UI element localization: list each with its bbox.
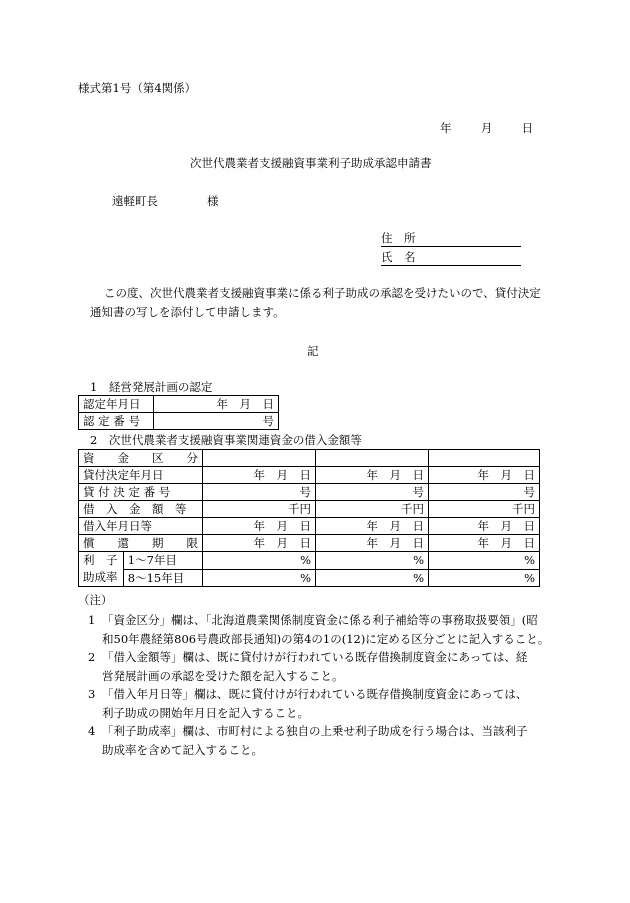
body-text-2: 通知書の写しを添付して申請します。	[90, 305, 285, 319]
ki-label: 記	[307, 344, 319, 358]
note-item	[88, 648, 558, 686]
month-label: 月	[480, 121, 493, 135]
table-row	[79, 501, 540, 518]
day-label: 日	[521, 121, 534, 135]
table-cell[interactable]: 号	[429, 484, 540, 501]
name-label: 氏 名	[381, 250, 416, 264]
note-line: 助成率を含めて記入すること。	[102, 743, 263, 757]
table-cell[interactable]: 年 月 日	[203, 518, 316, 535]
note-item	[88, 685, 558, 723]
rate-row-label: 8～15年目	[123, 569, 202, 587]
note-line: 「利子助成率」欄は、市町村による独自の上乗せ利子助成を行う場合は、当該利子	[102, 724, 528, 738]
row-label: 貸 付 決 定 番 号	[79, 484, 203, 501]
address-label: 住 所	[381, 231, 416, 245]
table-cell[interactable]: 年 月 日	[316, 518, 429, 535]
table-cell[interactable]: %	[429, 569, 540, 587]
table-cell[interactable]: 千円	[316, 501, 429, 518]
note-number: 4	[88, 724, 96, 738]
table-cell[interactable]: 千円	[429, 501, 540, 518]
fund-class-cell[interactable]	[316, 450, 429, 467]
fund-class-cell[interactable]	[429, 450, 540, 467]
form-id: 様式第1号（第4関係）	[78, 81, 197, 95]
note-line: 営発展計画の承認を受けた額を記入すること。	[102, 669, 344, 683]
table-cell[interactable]: 号	[316, 484, 429, 501]
certification-table	[78, 395, 279, 430]
row-label: 借入年月日等	[79, 518, 203, 535]
fund-class-cell[interactable]	[203, 450, 316, 467]
note-line: 「借入金額等」欄は、既に貸付けが行われている既存借換制度資金にあっては、経	[102, 650, 528, 664]
table-row	[79, 535, 540, 552]
table-cell[interactable]: %	[429, 552, 540, 570]
note-line: 和50年農経第806号農政部長通知)の第4の1の(12)に定める区分ごとに記入すること。	[102, 632, 550, 646]
section2-heading: 2 次世代農業者支援融資事業関連資金の借入金額等	[90, 433, 362, 447]
rate-row-label: 1～7年目	[123, 552, 202, 570]
document-title: 次世代農業者支援融資事業利子助成承認申請書	[190, 156, 432, 170]
table-row	[79, 413, 279, 430]
table-row	[79, 450, 540, 467]
cert-date-value[interactable]: 年 月 日	[154, 396, 279, 413]
table-cell[interactable]: 年 月 日	[203, 467, 316, 484]
note-item	[88, 722, 558, 760]
addressee-name: 遠軽町長	[112, 194, 158, 208]
table-cell[interactable]: 年 月 日	[316, 467, 429, 484]
body-text-1: この度、次世代農業者支援融資事業に係る利子助成の承認を受けたいので、貸付決定	[104, 286, 541, 300]
rate-label-top: 利 子	[83, 553, 118, 567]
year-label: 年	[440, 121, 452, 135]
row-label: 借 入 金 額 等	[79, 501, 203, 518]
table-cell[interactable]: 年 月 日	[203, 535, 316, 552]
note-line: 「資金区分」欄は、「北海道農業関係制度資金に係る利子補給等の事務取扱要領」(昭	[102, 613, 538, 627]
table-cell[interactable]: 年 月 日	[316, 535, 429, 552]
fund-class-label: 資 金 区 分	[79, 450, 203, 467]
rate-label	[79, 552, 124, 587]
name-field[interactable]	[381, 249, 521, 266]
note-number: 2	[88, 650, 96, 664]
address-field[interactable]	[381, 230, 521, 247]
row-label: 償 還 期 限	[79, 535, 203, 552]
note-number: 1	[88, 613, 96, 627]
cert-number-value[interactable]: 号	[154, 413, 279, 430]
date-line	[440, 120, 533, 136]
table-cell[interactable]: %	[316, 569, 429, 587]
table-row	[79, 484, 540, 501]
table-cell[interactable]: %	[316, 552, 429, 570]
table-cell[interactable]: 年 月 日	[429, 535, 540, 552]
row-label: 貸付決定年月日	[79, 467, 203, 484]
table-cell[interactable]: %	[203, 569, 316, 587]
note-line: 利子助成の開始年月日を記入すること。	[102, 706, 309, 720]
table-row	[79, 396, 279, 413]
table-row	[79, 569, 540, 587]
section1-heading: 1 経営発展計画の認定	[90, 380, 213, 394]
cert-number-label: 認 定 番 号	[79, 413, 154, 430]
table-cell[interactable]: 年 月 日	[429, 467, 540, 484]
table-row	[79, 518, 540, 535]
cert-date-label: 認定年月日	[79, 396, 154, 413]
rate-label-bottom: 助成率	[83, 570, 118, 584]
note-line: 「借入年月日等」欄は、既に貸付けが行われている既存借換制度資金にあっては、	[102, 687, 528, 701]
loan-table	[78, 449, 540, 587]
table-cell[interactable]: %	[203, 552, 316, 570]
table-row	[79, 552, 540, 570]
table-row	[79, 467, 540, 484]
note-number: 3	[88, 687, 96, 701]
addressee-honorific: 様	[207, 194, 219, 208]
notes-heading: （注）	[78, 593, 113, 607]
table-cell[interactable]: 号	[203, 484, 316, 501]
table-cell[interactable]: 年 月 日	[429, 518, 540, 535]
table-cell[interactable]: 千円	[203, 501, 316, 518]
note-item	[88, 611, 558, 649]
